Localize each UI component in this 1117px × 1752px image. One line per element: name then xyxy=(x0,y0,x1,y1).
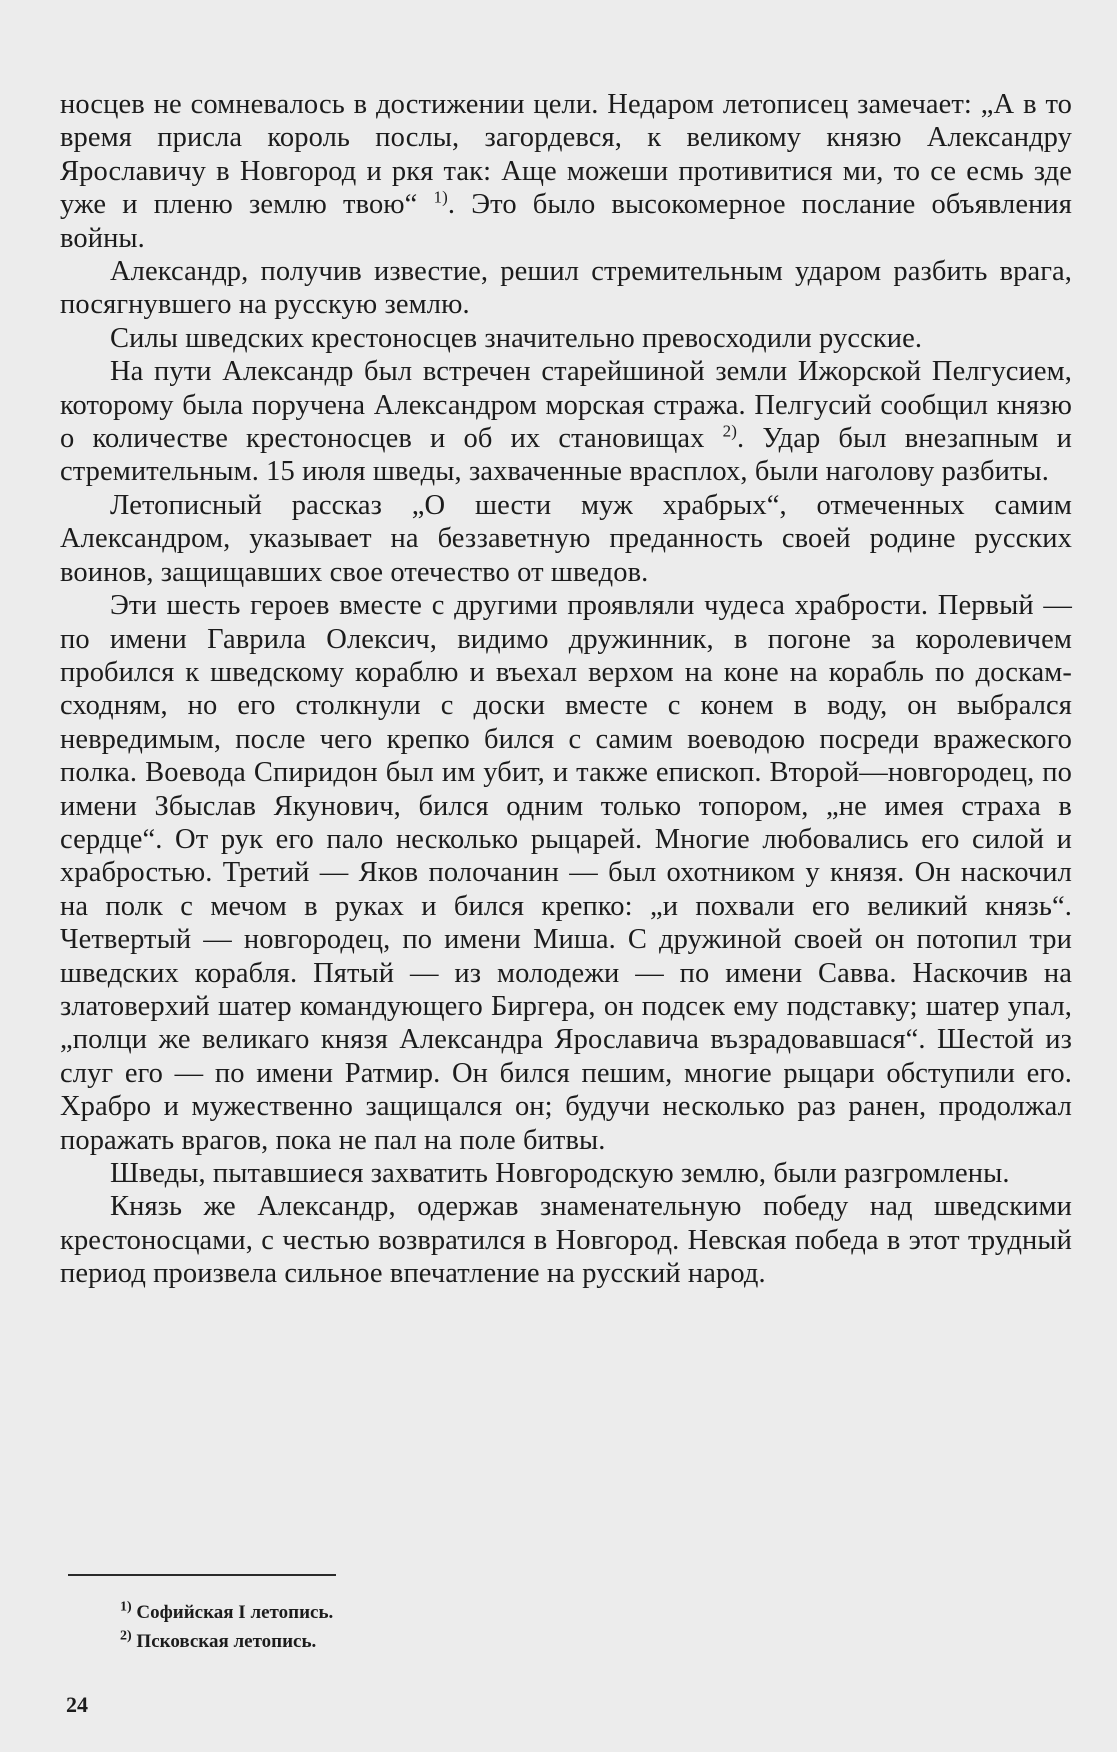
footnote-ref-2: 2) xyxy=(722,421,737,441)
paragraph-5: Летописный рассказ „О шести муж храбрых“, отмеченных самим Александром, указывает на беззаветную преданность своей родине русских воинов, защищавших свое отечество от шведов. xyxy=(60,489,1072,588)
footnote-text-2: Псковская летопись. xyxy=(131,1631,317,1652)
paragraph-7: Шведы, пытавшиеся захватить Новгородскую землю, были разгромлены. xyxy=(110,1158,1010,1189)
paragraph-8: Князь же Александр, одержав знаменательную победу над шведскими крестоносцами, с честью возвратился в Новгород. Невская победа в этот трудный период произвела сильное впечатление на русский народ. xyxy=(60,1191,1072,1290)
footnote-mark-1: 1) xyxy=(120,1599,132,1615)
footnote-text-1: Софийская I летопись. xyxy=(131,1602,334,1623)
footnote-ref-1: 1) xyxy=(433,187,448,207)
paragraph-3: Силы шведских крестоносцев значительно превосходили русские. xyxy=(110,322,923,354)
paragraph-6: Эти шесть героев вместе с другими проявляли чудеса храбрости. Первый — по имени Гаврила Олексич, видимо дружинник, в погоне за королевичем пробился к шведскому кораблю и въехал верхом на коне на корабль по доскам-сходням, но его столкнули с доски вместе с конем в воду, он выбрался невредимым, после чего крепко бился с самим воеводою посреди вражеского полка. Воевода Спиридон был им убит, и также епископ. Второй—новгородец, по имени Збыслав Якунович, бился одним только топором, „не имея страха в сердце“. От рук его пало несколько рыцарей. Многие любовались его силой и храбростью. Третий — Яков полочанин — был охотником у князя. Он наскочил на полк с мечом в руках и бился крепко: „и похвали его великий князь“. Четвертый — новгородец, по имени Миша. С дружиной своей он потопил три шведских корабля. Пятый — из молодежи — по имени Савва. Наскочив на златоверхий шатер командующего Биргера, он подсек ему подставку; шатер упал, „полци же великаго князя Александра Ярославича възрадовавшася“. Шестой из слуг его — по имени Ратмир. Он бился пешим, многие рыцари обступили его. Храбро и мужественно защищался он; будучи несколько раз ранен, продолжал поражать врагов, пока не пал на поле битвы. xyxy=(60,590,1072,1156)
paragraph-2: Александр, получив известие, решил стремительным ударом разбить врага, посягнувшего на русскую землю. xyxy=(60,256,1072,321)
main-text xyxy=(60,88,1072,1291)
footnote-2 xyxy=(120,1627,1020,1656)
paragraph-1: носцев не сомневалось в достижении цели. Недаром летописец замечает: „А в то время присла король послы, загордевся, к великому князю Александру Ярославичу в Новгород и ркя так: Аще можеши противитися ми, то се есмь зде уже и пленю землю твою“ $^{1)}$. Это было высокомерное послание объявления войны. xyxy=(60,89,1072,254)
footnote-1 xyxy=(120,1598,1020,1627)
footnote-mark-2: 2) xyxy=(120,1628,132,1644)
footnotes xyxy=(120,1598,1020,1656)
page-number: 24 xyxy=(66,1692,88,1717)
paragraph-4: На пути Александр был встречен старейшиной земли Ижорской Пелгусием, которому была поручена Александром морская стража. Пелгусий сообщил князю о количестве крестоносцев и об их становищах $^{2)}$. Удар был внезапным и стремительным. 15 июля шведы, захваченные врасплох, были наголову разбиты. xyxy=(60,356,1072,488)
footnote-divider xyxy=(68,1574,336,1576)
